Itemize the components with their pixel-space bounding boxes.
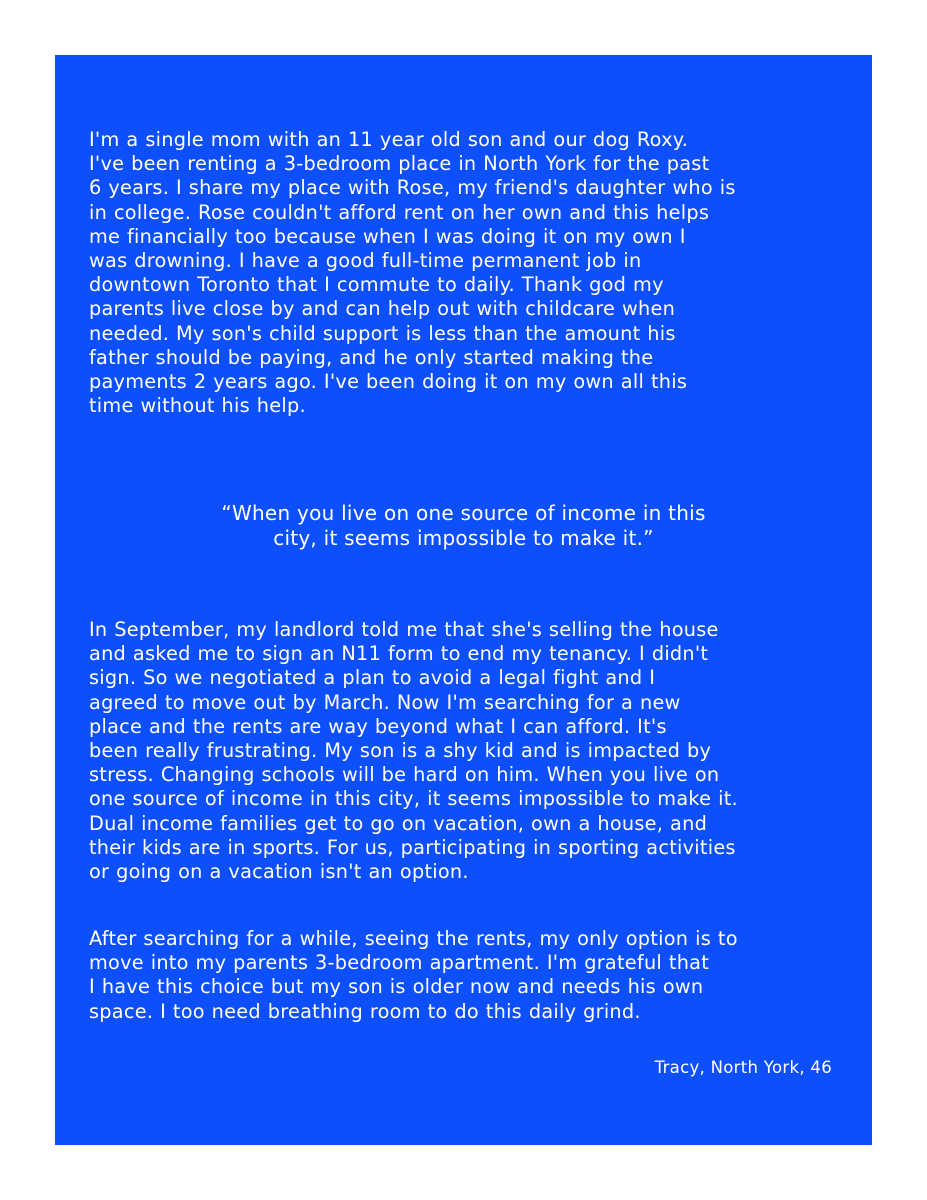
- story-paragraph-eviction: In September, my landlord told me that she's selling the house and asked me to sign an N11 form to end my tenancy. I didn't sign. So we negotiated a plan to avoid a legal fight and I agreed to move out by March. Now I'm searching for a new place and the rents are way beyond what I can afford. It's been really frustrating. My son is a shy kid and is impacted by stress. Changing schools will be hard on him. When you live on one source of income in this city, it seems impossible to make it. Dual income families get to go on vacation, own a house, and their kids are in sports. For us, participating in sporting activities or going on a vacation isn't an option.: [89, 618, 738, 884]
- story-paragraph-outcome: After searching for a while, seeing the rents, my only option is to move into my parents 3-bedroom apartment. I'm grateful that I have this choice but my son is older now and needs his own space. I too need breathing room to do this daily grind.: [89, 927, 738, 1023]
- pull-quote: “When you live on one source of income in this city, it seems impossible to make it.”: [221, 501, 706, 550]
- story-paragraph-intro: I'm a single mom with an 11 year old son and our dog Roxy. I've been renting a 3-bedroom place in North York for the past 6 years. I share my place with Rose, my friend's daughter who is in college. Rose couldn't afford rent on her own and this helps me financially too because when I was doing it on my own I was drowning. I have a good full-time permanent job in downtown Toronto that I commute to daily. Thank god my parents live close by and can help out with childcare when needed. My son's child support is less than the amount his father should be paying, and he only started making the payments 2 years ago. I've been doing it on my own all this time without his help.: [89, 128, 736, 418]
- story-panel: [55, 55, 872, 1145]
- author-signature: Tracy, North York, 46: [654, 1058, 832, 1077]
